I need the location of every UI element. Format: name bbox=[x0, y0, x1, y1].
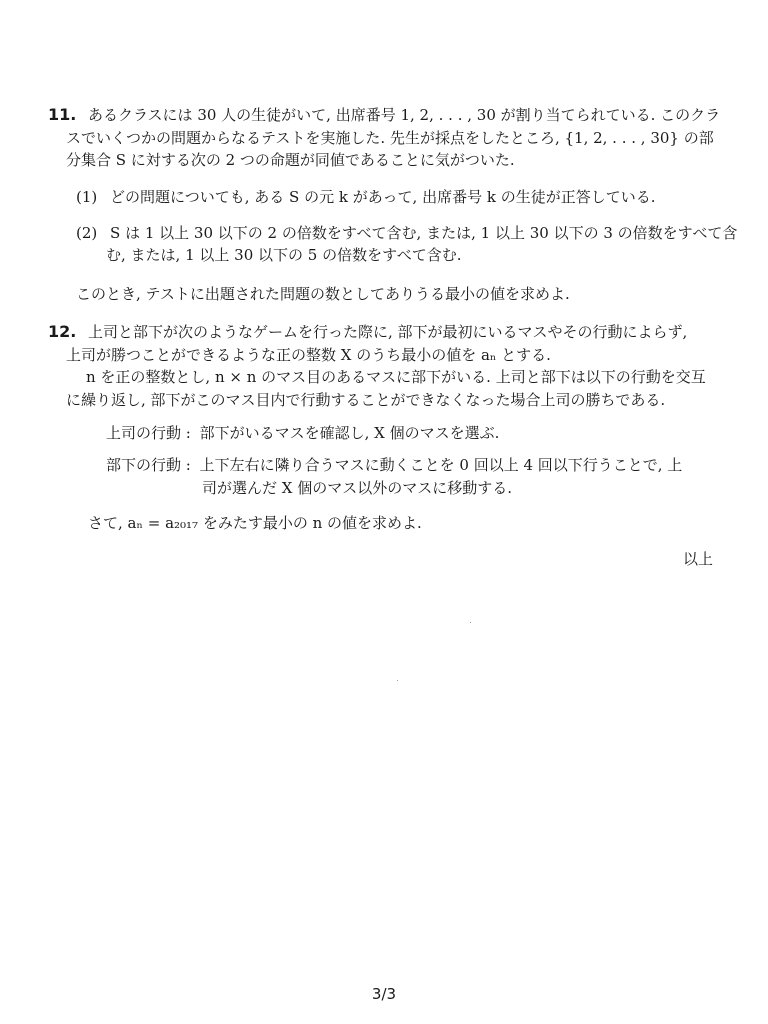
problem-11 bbox=[48, 104, 720, 172]
item-label: (1) bbox=[76, 188, 98, 206]
scan-speck bbox=[397, 680, 398, 681]
action-text: 上下左右に隣り合うマスに動くことを 0 回以上 4 回以下行うことで, 上 bbox=[199, 456, 683, 474]
condition-item-2 bbox=[76, 222, 737, 266]
problem-text-line: 分集合 S に対する次の 2 つの命題が同値であることに気がついた. bbox=[66, 151, 515, 169]
item-text: S は 1 以上 30 以下の 2 の倍数をすべて含む, または, 1 以上 30 以下の 3 の倍数をすべて含 bbox=[110, 224, 738, 242]
problem-text-line: 上司と部下が次のようなゲームを行った際に, 部下が最初にいるマスやその行動によらず, bbox=[88, 323, 688, 341]
item-text: む, または, 1 以上 30 以下の 5 の倍数をすべて含む. bbox=[106, 246, 462, 264]
problem-text-line: 上司が勝つことができるような正の整数 X のうち最小の値を aₙ とする. bbox=[66, 345, 551, 364]
action-text: 部下がいるマスを確認し, X 個のマスを選ぶ. bbox=[199, 424, 500, 442]
problem-11-closing: このとき, テストに出題された問題の数としてありうる最小の値を求めよ. bbox=[76, 285, 570, 303]
problem-text-line: n を正の整数とし, n × n のマス目のあるマスに部下がいる. 上司と部下は以下の行動を交互 bbox=[86, 368, 706, 386]
action-text: 司が選んだ X 個のマス以外のマスに移動する. bbox=[202, 479, 512, 497]
condition-item-1 bbox=[76, 186, 656, 207]
boss-action bbox=[106, 422, 499, 443]
problem-12-closing: さて, aₙ = a₂₀₁₇ をみたす最小の n の値を求めよ. bbox=[88, 514, 422, 532]
problem-text-line: あるクラスには 30 人の生徒がいて, 出席番号 1, 2, . . . , 30 が割り当てられている. このクラ bbox=[88, 106, 721, 124]
end-mark: 以上 bbox=[682, 550, 713, 568]
problem-number: 11. bbox=[48, 105, 77, 124]
item-text: どの問題についても, ある S の元 k があって, 出席番号 k の生徒が正答している. bbox=[110, 188, 656, 206]
page-number: 3/3 bbox=[371, 985, 397, 1003]
item-label: (2) bbox=[76, 224, 98, 242]
problem-text-line: スでいくつかの問題からなるテストを実施した. 先生が採点をしたところ, {1, 2, . . . , 30} の部 bbox=[66, 128, 714, 147]
problem-12 bbox=[48, 321, 720, 411]
scan-speck bbox=[470, 622, 471, 623]
action-label: 部下の行動 : bbox=[106, 456, 191, 474]
subordinate-action bbox=[106, 454, 682, 500]
problem-number: 12. bbox=[48, 322, 77, 341]
action-label: 上司の行動 : bbox=[106, 424, 191, 442]
problem-text-line: に繰り返し, 部下がこのマス目内で行動することができなくなった場合上司の勝ちである. bbox=[66, 390, 666, 409]
